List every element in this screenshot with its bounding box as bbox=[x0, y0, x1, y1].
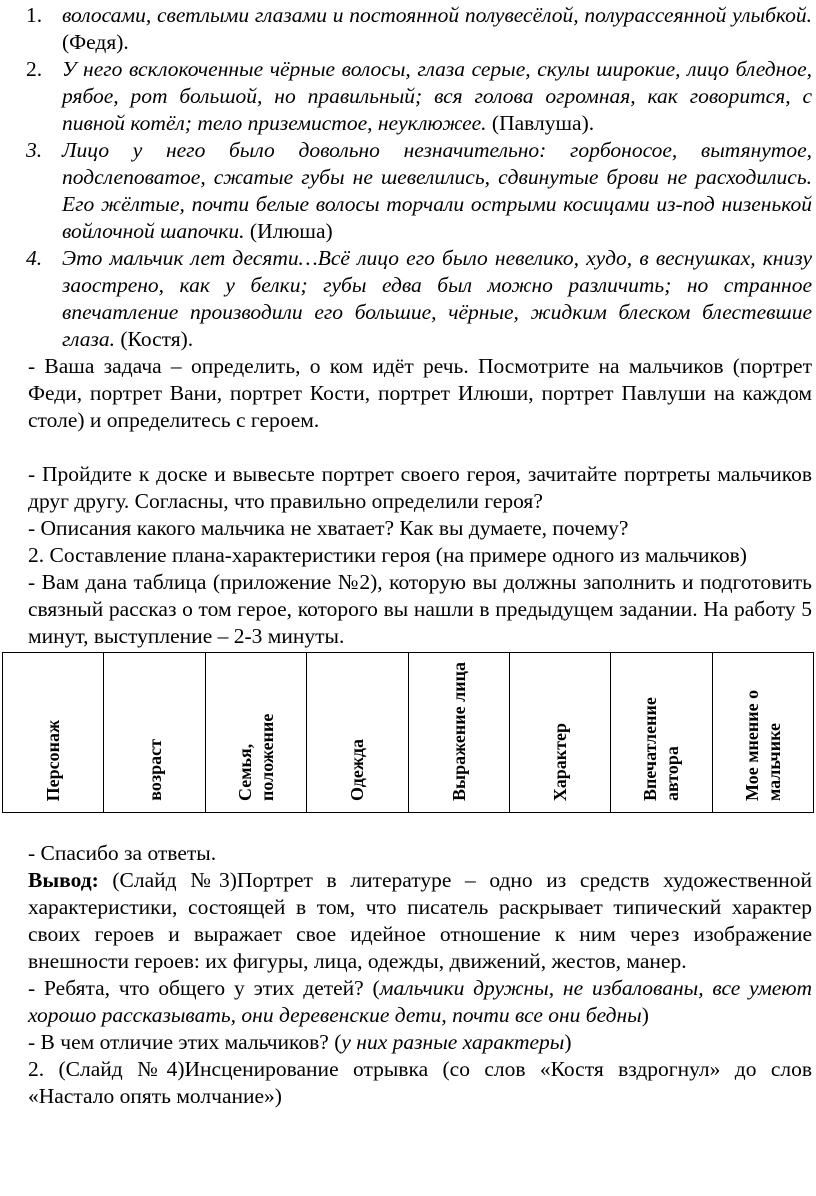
common-answer: мальчики дружны, не избалованы, все умеют хорошо рассказывать, они деревенские дети, почти все они бедны bbox=[28, 976, 813, 1027]
hero-name: (Павлуша). bbox=[486, 111, 595, 135]
portrait-description: Лицо у него было довольно незначительно: горбоносое, вытянутое, подслеповатое, сжатые губы не шевелились, сдвинутые брови не расходились. Его жёлтые, почти белые волосы торчали острыми косицами из-под низенькой войлочной шапочки. bbox=[62, 138, 812, 243]
conclusion-text: (Слайд №3)Портрет в литературе – одно из средств художественной характеристики, состоящей в том, что писатель раскрывает типический характер своих героев и выражает свое идейное отношение к ним через изображение внешности героев: их фигуры, лица, одежды, движений, жестов, манер. bbox=[28, 868, 812, 973]
hero-name: (Илюша) bbox=[244, 219, 333, 243]
hero-name: (Костя). bbox=[115, 327, 194, 351]
characteristics-table bbox=[2, 652, 814, 813]
table-header-cell: Семья, положение bbox=[205, 653, 306, 813]
list-number: 1. bbox=[26, 3, 43, 27]
conclusion-label: Вывод: bbox=[28, 868, 99, 892]
table-header-cell: Впечатление автора bbox=[611, 653, 712, 813]
task-paragraph: - Ваша задача – определить, о ком идёт речь. Посмотрите на мальчиков (портрет Феди, портрет Вани, портрет Кости, портрет Илюши, портрет Павлуши на каждом столе) и определитесь с героем. bbox=[28, 354, 812, 432]
plan-paragraph: 2. Составление плана-характеристики героя (на примере одного из мальчиков) bbox=[28, 543, 747, 567]
difference-answer: у них разные характеры bbox=[341, 1030, 565, 1054]
board-paragraph: - Пройдите к доске и вывесьте портрет своего героя, зачитайте портреты мальчиков друг другу. Согласны, что правильно определили героя? bbox=[28, 462, 812, 513]
portrait-description: У него всклокоченные чёрные волосы, глаза серые, скулы широкие, лицо бледное, рябое, рот большой, но правильный; вся голова огромная, как говорится, с пивной котёл; тело приземистое, неуклюжее. bbox=[62, 57, 812, 135]
portrait-description: Это мальчик лет десяти…Всё лицо его было невелико, худо, в веснушках, книзу заострено, как у белки; губы едва был можно различить; но странное впечатление производили его большие, чёрные, жидким блеском блестевшие глаза. bbox=[62, 246, 812, 351]
list-item bbox=[0, 137, 812, 245]
portrait-description: волосами, светлыми глазами и постоянной полувесёлой, полурассеянной улыбкой. bbox=[62, 3, 812, 27]
table-header-cell: возраст bbox=[104, 653, 205, 813]
list-item bbox=[0, 245, 812, 353]
thanks-paragraph: - Спасибо за ответы. bbox=[28, 841, 217, 865]
table-header-row bbox=[3, 653, 814, 813]
document-page bbox=[0, 2, 812, 1110]
table-header-cell: Выражение лица bbox=[408, 653, 509, 813]
list-item bbox=[0, 2, 812, 56]
conclusion-paragraph bbox=[0, 867, 812, 975]
list-number: 3. bbox=[26, 138, 43, 162]
table-header-cell: Одежда bbox=[307, 653, 408, 813]
hero-name: (Федя). bbox=[62, 30, 129, 54]
list-number: 4. bbox=[26, 246, 43, 270]
list-number: 2. bbox=[26, 57, 43, 81]
common-question: - Ребята, что общего у этих детей? (мальчики дружны, не избалованы, все умеют хорошо рассказывать, они деревенские дети, почти все они бедны) bbox=[28, 976, 813, 1027]
table-header-cell: Персонаж bbox=[3, 653, 104, 813]
difference-question: - В чем отличие этих мальчиков? (у них разные характеры) bbox=[28, 1030, 572, 1054]
staging-paragraph: 2. (Слайд №4)Инсценирование отрывка (со слов «Костя вздрогнул» до слов «Настало опять молчание») bbox=[28, 1057, 812, 1108]
table-header-cell: Мое мнение о мальчике bbox=[712, 653, 813, 813]
missing-paragraph: - Описания какого мальчика не хватает? Как вы думаете, почему? bbox=[28, 516, 629, 540]
table-task-paragraph: - Вам дана таблица (приложение №2), которую вы должны заполнить и подготовить связный рассказ о том герое, которого вы нашли в предыдущем задании. На работу 5 минут, выступление – 2-3 минуты. bbox=[28, 570, 812, 648]
table-header-cell: Характер bbox=[509, 653, 610, 813]
list-item bbox=[0, 56, 812, 137]
